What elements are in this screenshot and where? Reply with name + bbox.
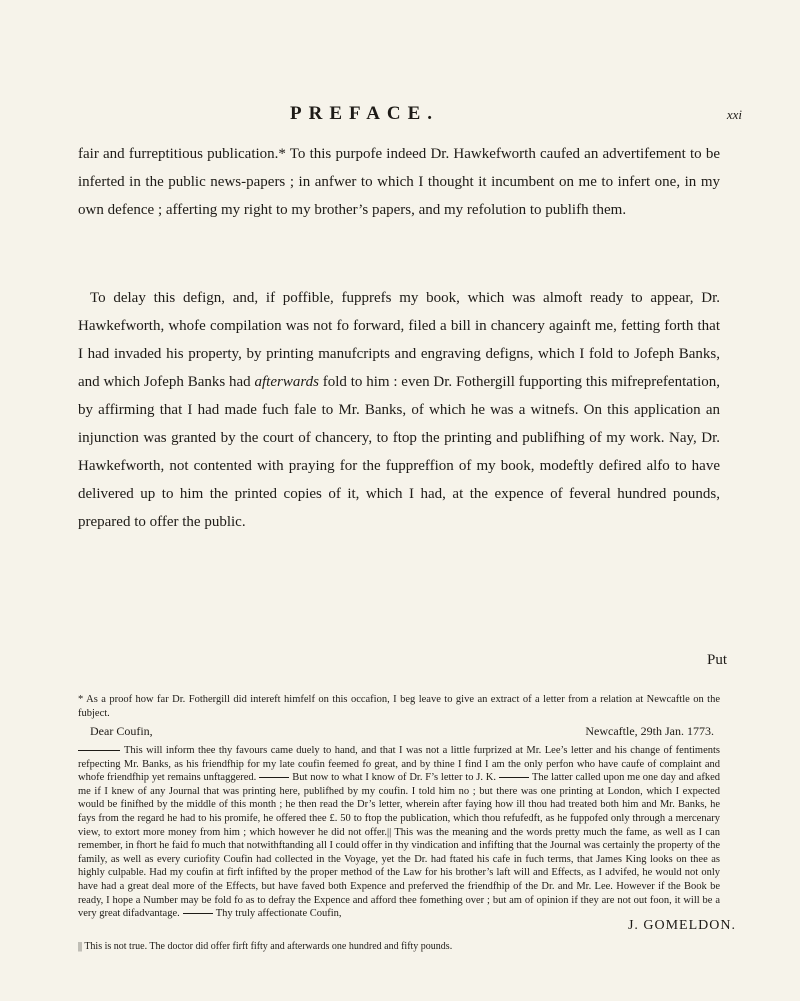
running-head: PREFACE. — [290, 103, 440, 124]
letter-salutation: Dear Coufin, — [90, 724, 153, 738]
paragraph-2 — [78, 284, 720, 536]
letter-part-3: The latter called upon me one day and afked me if I knew of any Journal that was printing here, publifhed by my coufin. I told him no ; but there was one printing at London, which I expected would be finifhed by the middle of this month ; he then read the Dr’s letter, wherein after faying how ill thou had treated both him and Mr. Banks, he fays from the regard he had to his promife, he offered thee £. 50 to ftop the publication, which thou refufedft, as he fuppofed only through a mercenary view, to extort more money from him ; which however he did not offer.|| This was the meaning and the words pretty much the fame, as well as I can remember, in fhort he faid fo much that notwithftanding all I could offer in thy vindication and infifting that the Journal was certainly the property of the family, as well as every curiofity Coufin had collected in the Voyage, yet the Dr. had ftated his cafe in fuch terms, that James King looks on thee as highly culpable. Had my coufin at firft infifted by the proper method of the Law for his brother’s laft will and Effects, as I advifed, he would not only have had a great deal more of the Effects, but have faved both Expence and preferved the friendfhip of the Dr. and Mr. Lee. However if the Book be ready, I hope a Number may be fold fo as to defray the Expence and afford thee fomething over ; but am of opinion if they are not out foon, it will be a very great difadvantage. — [78, 772, 720, 920]
paragraph-1 — [78, 140, 720, 224]
paragraph-2-part-a: To delay this defign, and, if poffible, fupprefs my book, which was almoft ready to appear, Dr. Hawkefworth, whofe compilation was not fo forward, filed a bill in chancery againft me, fetting forth that I had invaded his property, by printing manufcripts and engraving defigns, which I fold to Jofeph Banks, and which Jofeph Banks had — [78, 290, 720, 390]
dash-rule — [183, 913, 213, 914]
letter-part-2: But now to what I know of Dr. F’s letter to J. K. — [292, 772, 496, 784]
letter-heading — [78, 725, 720, 741]
letter-body — [78, 744, 720, 921]
dash-rule — [78, 750, 120, 751]
page-header — [0, 103, 800, 133]
letter-part-1: This will inform thee thy favours came duely to hand, and that I was not a little furprized at Mr. Lee’s letter and his change of fentiments refpecting Mr. Banks, as his friendfhip for my late coufin feemed fo great, and by thine I find I am the only perfon who have caufe of complaint and whofe friendfhip yet remains unftaggered. — [78, 745, 720, 784]
paragraph-2-text — [78, 284, 720, 536]
second-footnote: || This is not true. The doctor did offer firft fifty and afterwards one hundred and fifty pounds. — [78, 941, 453, 952]
letter-place-date: Newcaftle, 29th Jan. 1773. — [585, 724, 714, 738]
catchword: Put — [706, 652, 727, 668]
paragraph-2-italic: afterwards — [254, 374, 319, 390]
letter-signature: J. GOMELDON. — [627, 918, 736, 933]
footnote-intro: * As a proof how far Dr. Fothergill did intereft himfelf on this occafion, I beg leave to give an extract of a letter from a relation at Newcaftle on the fubject. — [78, 694, 720, 719]
paragraph-1-text: fair and furreptitious publication.* To this purpofe indeed Dr. Hawkefworth caufed an advertifement to be inferted in the public news-papers ; in anfwer to which I thought it incumbent on me to infert one, in my own defence ; afferting my right to my brother’s papers, and my refolution to publifh them. — [78, 146, 720, 218]
paragraph-2-part-b: fold to him : even Dr. Fothergill fupporting this mifreprefentation, by affirming that I had made fuch fale to Mr. Banks, of which he was a witnefs. On this application an injunction was granted by the court of chancery, to ftop the printing and publifhing of my work. Nay, Dr. Hawkefworth, not contented with praying for the fuppreffion of my book, modeftly defired alfo to have delivered up to him the printed copies of it, which I had, at the expence of feveral hundred pounds, prepared to offer the public. — [78, 374, 720, 530]
page-number: xxi — [726, 107, 742, 122]
dash-rule — [499, 777, 529, 778]
letter-closing: Thy truly affectionate Coufin, — [215, 908, 342, 920]
dash-rule — [259, 777, 289, 778]
